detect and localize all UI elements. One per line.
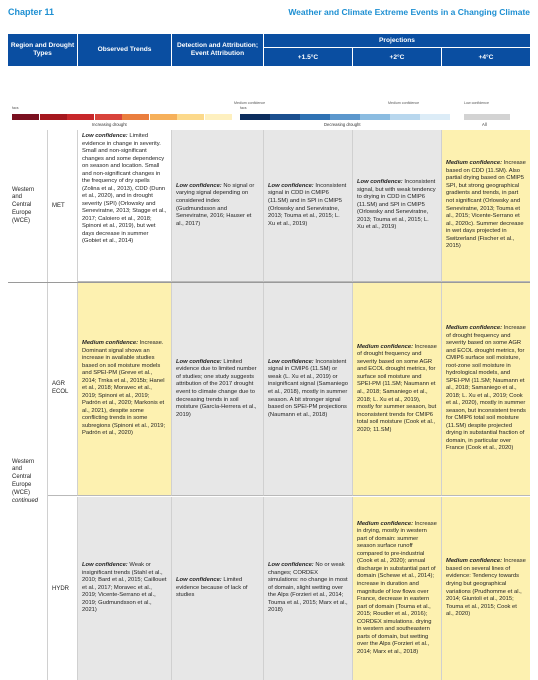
met-detection-cell	[172, 130, 264, 282]
cell-text: Limited evidence due to limited number of studies; one study suggests attribution of the 2017 drought event to climate change due to decreasing trends in soil moisture (García-Herrera et al., 2019)	[176, 358, 257, 418]
decreasing-scale-swatch	[330, 114, 360, 120]
cell-text: No signal or varying signal depending on considered index (Gudmundsson and Seneviratne, 2016; Hauser et al., 2017)	[176, 182, 255, 227]
region-name: Western and Central Europe (WCE)	[12, 458, 35, 496]
met-observed-cell	[78, 130, 172, 282]
continued-label: continued	[12, 497, 39, 504]
increasing-scale-swatch	[150, 114, 177, 120]
confidence-label: Medium confidence:	[357, 343, 414, 350]
confidence-label: Medium confidence:	[446, 324, 503, 331]
hydr-p4-cell	[442, 497, 530, 680]
cell-text: Inconsistent signal in CDD in CMIP6 (11.SM) and in SPI in CMIP5 (Orlowsky and Seneviratne, 2013; Touma et al., 2015; L. Xu et al., 2019)	[268, 182, 347, 227]
confidence-label: Low confidence:	[82, 133, 128, 139]
decreasing-scale-swatch	[240, 114, 270, 120]
col-p2-header: +2°C	[353, 48, 442, 66]
cell-text: Increase based on CDD (11.SM). Also partial drying based on CMIP5 SPI, but strong geographical gradients and trends, in part not significant (Orlowsky and Seneviratne, 2013; Touma et al., 2015; Vicente-Serrano et al., 2020c). Summer decrease in wet days projected in Switzerland (Fischer et al., 2015)	[446, 160, 526, 250]
all-scale-bar	[464, 114, 510, 120]
cell-text: No or weak changes; CORDEX simulations: no change in most of domain, slight wetting over the Alps (Forzieri et al., 2014; Touma et al., 2015; Marx et al., 2018)	[268, 562, 348, 614]
met-p15-cell	[264, 130, 353, 282]
decreasing-scale-swatch	[420, 114, 450, 120]
legend-facs-left: facs	[12, 106, 19, 110]
confidence-legend	[8, 66, 530, 130]
confidence-label: Low confidence:	[268, 358, 314, 365]
confidence-label: Low confidence:	[357, 179, 403, 186]
increasing-scale-swatch	[177, 114, 204, 120]
chapter-label: Chapter 11	[8, 7, 55, 17]
increasing-scale-swatch	[67, 114, 94, 120]
confidence-label: Medium confidence:	[446, 160, 503, 167]
agr-p2-cell	[353, 283, 442, 496]
cell-text: Increase. Dominant signal shows an increase in available studies based on soil moisture models and SPEI-PM (Greve et al., 2014; Trnka et al., 2015b; Hanel et al., 2018; Moravec et al., 2019; Spinoni et al., 2019; Padrón et al., 2020; Markonis et al., 2021), despite some conflicting trends in some subregions (Spinoni et al., 2019; Padrón et al., 2020)	[82, 340, 166, 437]
cell-text: Inconsistent signal in CMIP6 (11.SM) or weak (L. Xu et al., 2019) or insignificant signal (Samaniego et al., 2018), mostly in summer season. A bit stronger signal based on SPEI-PM projections (Naumann et al., 2018)	[268, 358, 348, 418]
increasing-scale-swatch	[122, 114, 149, 120]
hydr-detection-cell	[172, 497, 264, 680]
page-header	[8, 4, 530, 20]
legend-low-confidence: Low confidence	[464, 101, 489, 105]
decreasing-scale-swatch	[360, 114, 390, 120]
confidence-label: Low confidence:	[268, 182, 314, 189]
cell-text: Increase of drought frequency and severity based on some AGR and ECOL drought metrics, for CMIP6 surface soil moisture, root-zone soil moisture in hydrological models, and SPEI-PM (11.SM; Naumann et al., 2018; Samaniego et al., 2018; L. Xu et al., 2019; Cook et al., 2020), mostly in summer season, but inconsistent trends for CMIP6 total soil moisture (11.SM) despite projected drying in substantial fraction of domain, in particular over France (Cook et al., 2020)	[446, 324, 526, 452]
agr-p4-cell	[442, 283, 530, 496]
cell-text: Inconsistent signal, but with weak tendency to drying in CDD in CMIP6 (11.SM) and SPI in CMIP5 (Orlowsky and Seneviratne, 2013; Touma et al., 2015; L. Xu et al., 2019)	[357, 179, 436, 231]
cell-text: Increase in drying, mostly in western part of domain: summer season surface runoff compared to pre-industrial (Cook et al., 2020); annual discharge in substantial part of domain (Schewe et al., 2014); increase in duration and magnitude of low flows over France, decrease in eastern part of domain (Touma et al., 2015; Roudier et al., 2016); CORDEX simulations. drying in western and southeastern parts of domain, but wetting over the Alps (Forzieri et al., 2014; Marx et al., 2018)	[357, 520, 437, 655]
legend-medium-confidence-left: Medium confidence	[234, 101, 266, 105]
increasing-scale-swatch	[40, 114, 67, 120]
hydr-observed-cell	[78, 497, 172, 680]
agr-observed-cell	[78, 283, 172, 496]
hydr-p15-cell	[264, 497, 353, 680]
col-detection-header: Detection and Attribution; Event Attribution	[172, 34, 264, 66]
region-label-wce-continued	[8, 283, 48, 680]
decreasing-scale-swatch	[390, 114, 420, 120]
col-p4-header: +4°C	[478, 53, 494, 61]
decreasing-drought-caption: Decreasing drought	[324, 122, 361, 127]
region-label-wce: Western and Central Europe (WCE)	[8, 130, 48, 282]
confidence-label: Low confidence:	[176, 577, 222, 584]
confidence-label: Low confidence:	[176, 358, 222, 365]
increasing-scale-swatch	[205, 114, 232, 120]
legend-medium-confidence-right: Medium confidence	[388, 101, 420, 105]
cell-text: Limited evidence because of lack of studies	[176, 577, 248, 599]
cell-text: Increase based on several lines of evidence: Tendency towards drying but geographical variations (Prudhomme et al., 2014; Giuntoli et al., 2015; Touma et al., 2015; Cook et al., 2020)	[446, 558, 526, 618]
confidence-label: Medium confidence:	[357, 520, 414, 527]
met-p4-cell	[442, 130, 530, 282]
cell-text: Limited evidence in change in severity. Small and non-significant changes and some dependency on season and location. Small and non-significant changes in the frequency of dry spells (Zolina et al., 2013), CDD (Dunn et al., 2020), and in drought severity (SPI) (Orlowsky and Seneviratne, 2013; Stagge et al., 2017; Caloiero et al., 2018; Spinoni et al., 2019), but wet days decrease in summer (Gobiet et al., 2014)	[82, 133, 167, 245]
increasing-scale-swatch	[12, 114, 39, 120]
table-header	[8, 34, 530, 66]
confidence-label: Low confidence:	[82, 562, 128, 569]
agr-p15-cell	[264, 283, 353, 496]
legend-facs-right: facs	[240, 106, 247, 110]
confidence-label: Low confidence:	[176, 182, 222, 189]
chapter-title: Weather and Climate Extreme Events in a Changing Climate	[288, 7, 530, 17]
col-p15-header: +1.5°C	[264, 48, 353, 66]
hydr-p2-cell	[353, 497, 442, 680]
decreasing-scale-swatch	[300, 114, 330, 120]
col-projections-header: Projections	[264, 34, 530, 48]
all-caption: All	[482, 122, 487, 127]
col-observed-header: Observed Trends	[78, 34, 172, 66]
drought-type-hydr: HYDR	[48, 497, 78, 680]
met-p2-cell	[353, 130, 442, 282]
drought-type-agr-ecol: AGR ECOL	[48, 283, 78, 496]
col-region-header: Region and Drought Types	[8, 34, 78, 66]
increasing-scale-swatch	[95, 114, 122, 120]
confidence-label: Low confidence:	[268, 562, 314, 569]
cell-text: Increase of drought frequency and severity based on some AGR and ECOL drought metrics, for surface soil moisture and SPEI-PM (11.SM; Naumann et al., 2018; Samaniego et al., 2018; L. Xu et al., 2019), mostly for summer season, but inconsistent trends for CMIP6 total soil moisture (Cook et al., 2020; 11.SM)	[357, 343, 437, 433]
confidence-label: Medium confidence:	[82, 340, 139, 347]
agr-detection-cell	[172, 283, 264, 496]
confidence-label: Medium confidence:	[446, 558, 503, 565]
cell-text: Weak or insignificant trends (Stahl et al., 2010; Bard et al., 2015; Caillouet et al., 2017; Moravec et al., 2019; Vicente-Serrano et al., 2019; Gudmundsson et al., 2021)	[82, 562, 167, 614]
drought-type-met: MET	[48, 130, 78, 282]
decreasing-scale-swatch	[270, 114, 300, 120]
increasing-drought-caption: Increasing drought	[92, 122, 127, 127]
